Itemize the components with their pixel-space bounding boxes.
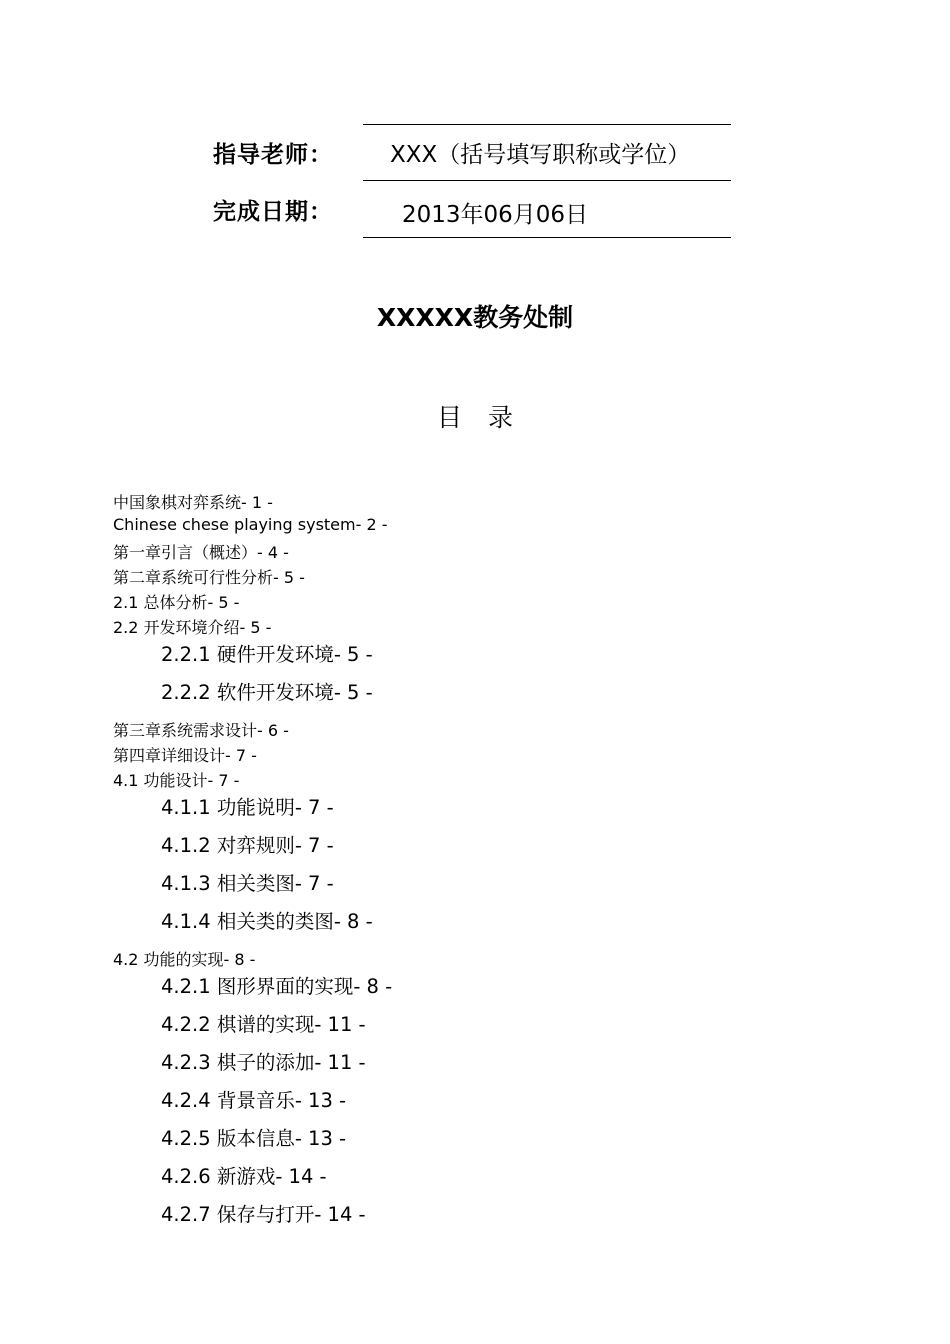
toc-entry[interactable]: 2.1 总体分析- 5 - [113,593,240,612]
advisor-value: XXX（括号填写职称或学位） [390,142,691,168]
toc-entry[interactable]: 2.2.1 硬件开发环境- 5 - [161,643,373,666]
date-value: 2013年06月06日 [402,202,589,228]
toc-entry[interactable]: 第三章系统需求设计- 6 - [113,721,289,740]
toc-entry[interactable]: 4.1 功能设计- 7 - [113,771,240,790]
toc-entry[interactable]: 第四章详细设计- 7 - [113,746,257,765]
toc-entry[interactable]: 4.1.4 相关类的类图- 8 - [161,910,373,933]
toc-entry[interactable]: 中国象棋对弈系统- 1 - [113,493,273,512]
advisor-label: 指导老师： [213,142,333,168]
toc-entry[interactable]: 4.2.4 背景音乐- 13 - [161,1089,347,1112]
toc-entry[interactable]: 4.2 功能的实现- 8 - [113,950,256,969]
toc-entry[interactable]: 4.2.2 棋谱的实现- 11 - [161,1013,366,1036]
toc-entry[interactable]: 4.1.3 相关类图- 7 - [161,872,334,895]
toc-entry[interactable]: 2.2 开发环境介绍- 5 - [113,618,272,637]
toc-entry[interactable]: 4.2.5 版本信息- 13 - [161,1127,347,1150]
toc-entry[interactable]: 4.2.6 新游戏- 14 - [161,1165,327,1188]
toc-entry[interactable]: 4.1.1 功能说明- 7 - [161,796,334,819]
toc-entry[interactable]: Chinese chese playing system- 2 - [113,515,388,534]
toc-title: 目录 [436,403,539,432]
toc-entry[interactable]: 第二章系统可行性分析- 5 - [113,568,305,587]
toc-entry[interactable]: 第一章引言（概述）- 4 - [113,543,289,562]
org-title: XXXXX教务处制 [376,303,574,332]
date-label: 完成日期： [213,199,333,225]
toc-entry[interactable]: 2.2.2 软件开发环境- 5 - [161,681,373,704]
toc-entry[interactable]: 4.1.2 对弈规则- 7 - [161,834,334,857]
toc-entry[interactable]: 4.2.1 图形界面的实现- 8 - [161,975,393,998]
toc-entry[interactable]: 4.2.7 保存与打开- 14 - [161,1203,366,1226]
toc-entry[interactable]: 4.2.3 棋子的添加- 11 - [161,1051,366,1074]
